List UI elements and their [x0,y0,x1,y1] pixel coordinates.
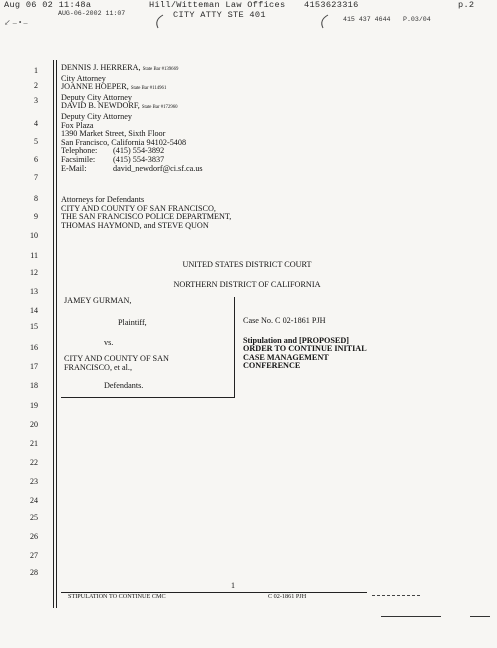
caption-divider [234,297,235,398]
line-number: 6 [34,155,38,164]
counsel-line: San Francisco, California 94102-5408 [61,137,187,147]
line-number: 28 [30,568,38,577]
defendant-line-1: CITY AND COUNTY OF SAN [64,354,169,363]
district-name: NORTHERN DISTRICT OF CALIFORNIA [173,280,321,289]
counsel-line: Deputy City Attorney [61,92,132,102]
line-number: 15 [30,322,38,331]
line-number: 4 [34,119,38,128]
scan-mark-left: ↙ – • – [4,18,28,27]
line-number: 9 [34,212,38,221]
defendant-role: Defendants. [104,381,144,390]
attorneys-for-line: CITY AND COUNTY OF SAN FRANCISCO, [61,203,216,213]
attorneys-for-line: THE SAN FRANCISCO POLICE DEPARTMENT, [61,212,232,222]
contact-email: E-Mail: david_newdorf@ci.sf.ca.us [61,163,203,173]
line-number: 25 [30,513,38,522]
fax-header-page: p.2 [458,0,475,10]
fax-header-timestamp: Aug 06 02 11:48a [4,0,92,10]
left-margin-rule [53,60,54,608]
line-number: 24 [30,496,38,505]
footer-right-text: C 02-1861 PJH [268,593,307,600]
line-number: 20 [30,420,38,429]
fax-header-phone-2: 415 437 4644 [343,16,391,23]
left-margin-rule-2 [56,60,57,608]
attorneys-for-line: THOMAS HAYMOND, and STEVE QUON [61,220,209,230]
scan-dash-bottom [381,616,441,617]
line-number: 22 [30,458,38,467]
page-number: 1 [231,581,235,590]
line-number: 2 [34,81,38,90]
fax-header-date-2: AUG-06-2002 11:07 [58,10,126,17]
fax-header-phone: 4153623316 [304,0,359,10]
document-title-line: ORDER TO CONTINUE INITIAL [243,344,367,354]
line-number: 5 [34,137,38,146]
line-number: 21 [30,439,38,448]
scan-arc-left [152,13,166,29]
footer-left-text: STIPULATION TO CONTINUE CMC [68,593,166,600]
defendant-line-2: FRANCISCO, et al., [64,363,133,372]
counsel-line: 1390 Market Street, Sixth Floor [61,129,166,139]
line-number: 17 [30,362,38,371]
versus: vs. [104,338,114,347]
line-number: 14 [30,306,38,315]
line-number: 19 [30,401,38,410]
counsel-line: City Attorney [61,73,106,83]
case-number: Case No. C 02-1861 PJH [243,316,326,325]
counsel-line: JOANNE HOEPER, State Bar #114961 [61,82,167,92]
document-title-line: CONFERENCE [243,361,301,371]
fax-header-sender: Hill/Witteman Law Offices [149,0,286,10]
counsel-line: DENNIS J. HERRERA, State Bar #139669 [61,63,179,72]
line-number: 27 [30,551,38,560]
line-number: 12 [30,268,38,277]
document-title-line: Stipulation and [PROPOSED] [243,336,350,345]
line-number: 1 [34,66,38,75]
line-number: 11 [30,251,38,260]
contact-telephone: Telephone: (415) 554-3892 [61,146,165,156]
line-number: 7 [34,173,38,182]
line-number: 16 [30,343,38,352]
counsel-line: DAVID B. NEWDORF, State Bar #172960 [61,101,178,111]
counsel-line: Deputy City Attorney [61,111,132,121]
fax-header-sender-2: CITY ATTY STE 401 [173,10,266,20]
line-number: 23 [30,477,38,486]
line-number: 10 [30,231,38,240]
counsel-block [61,64,203,173]
line-number: 26 [30,532,38,541]
scan-arc-right [317,13,331,29]
plaintiff-role: Plaintiff, [118,318,147,327]
counsel-line: Fox Plaza [61,120,94,130]
line-number: 8 [34,194,38,203]
contact-facsimile: Facsimile: (415) 554-3837 [61,154,165,164]
caption-bottom-rule [61,397,235,398]
document-title [243,337,367,371]
attorneys-for-block [61,196,231,230]
line-number: 3 [34,96,38,105]
court-name: UNITED STATES DISTRICT COURT [182,260,312,269]
line-number: 13 [30,287,38,296]
document-title-line: CASE MANAGEMENT [243,352,329,362]
fax-header-page-2: P.03/04 [403,16,431,23]
attorneys-for-line: Attorneys for Defendants [61,195,145,204]
scan-dash-footer [372,595,420,597]
scan-dash-bottom-2 [470,616,490,617]
line-number: 18 [30,381,38,390]
plaintiff-name: JAMEY GURMAN, [64,296,132,305]
